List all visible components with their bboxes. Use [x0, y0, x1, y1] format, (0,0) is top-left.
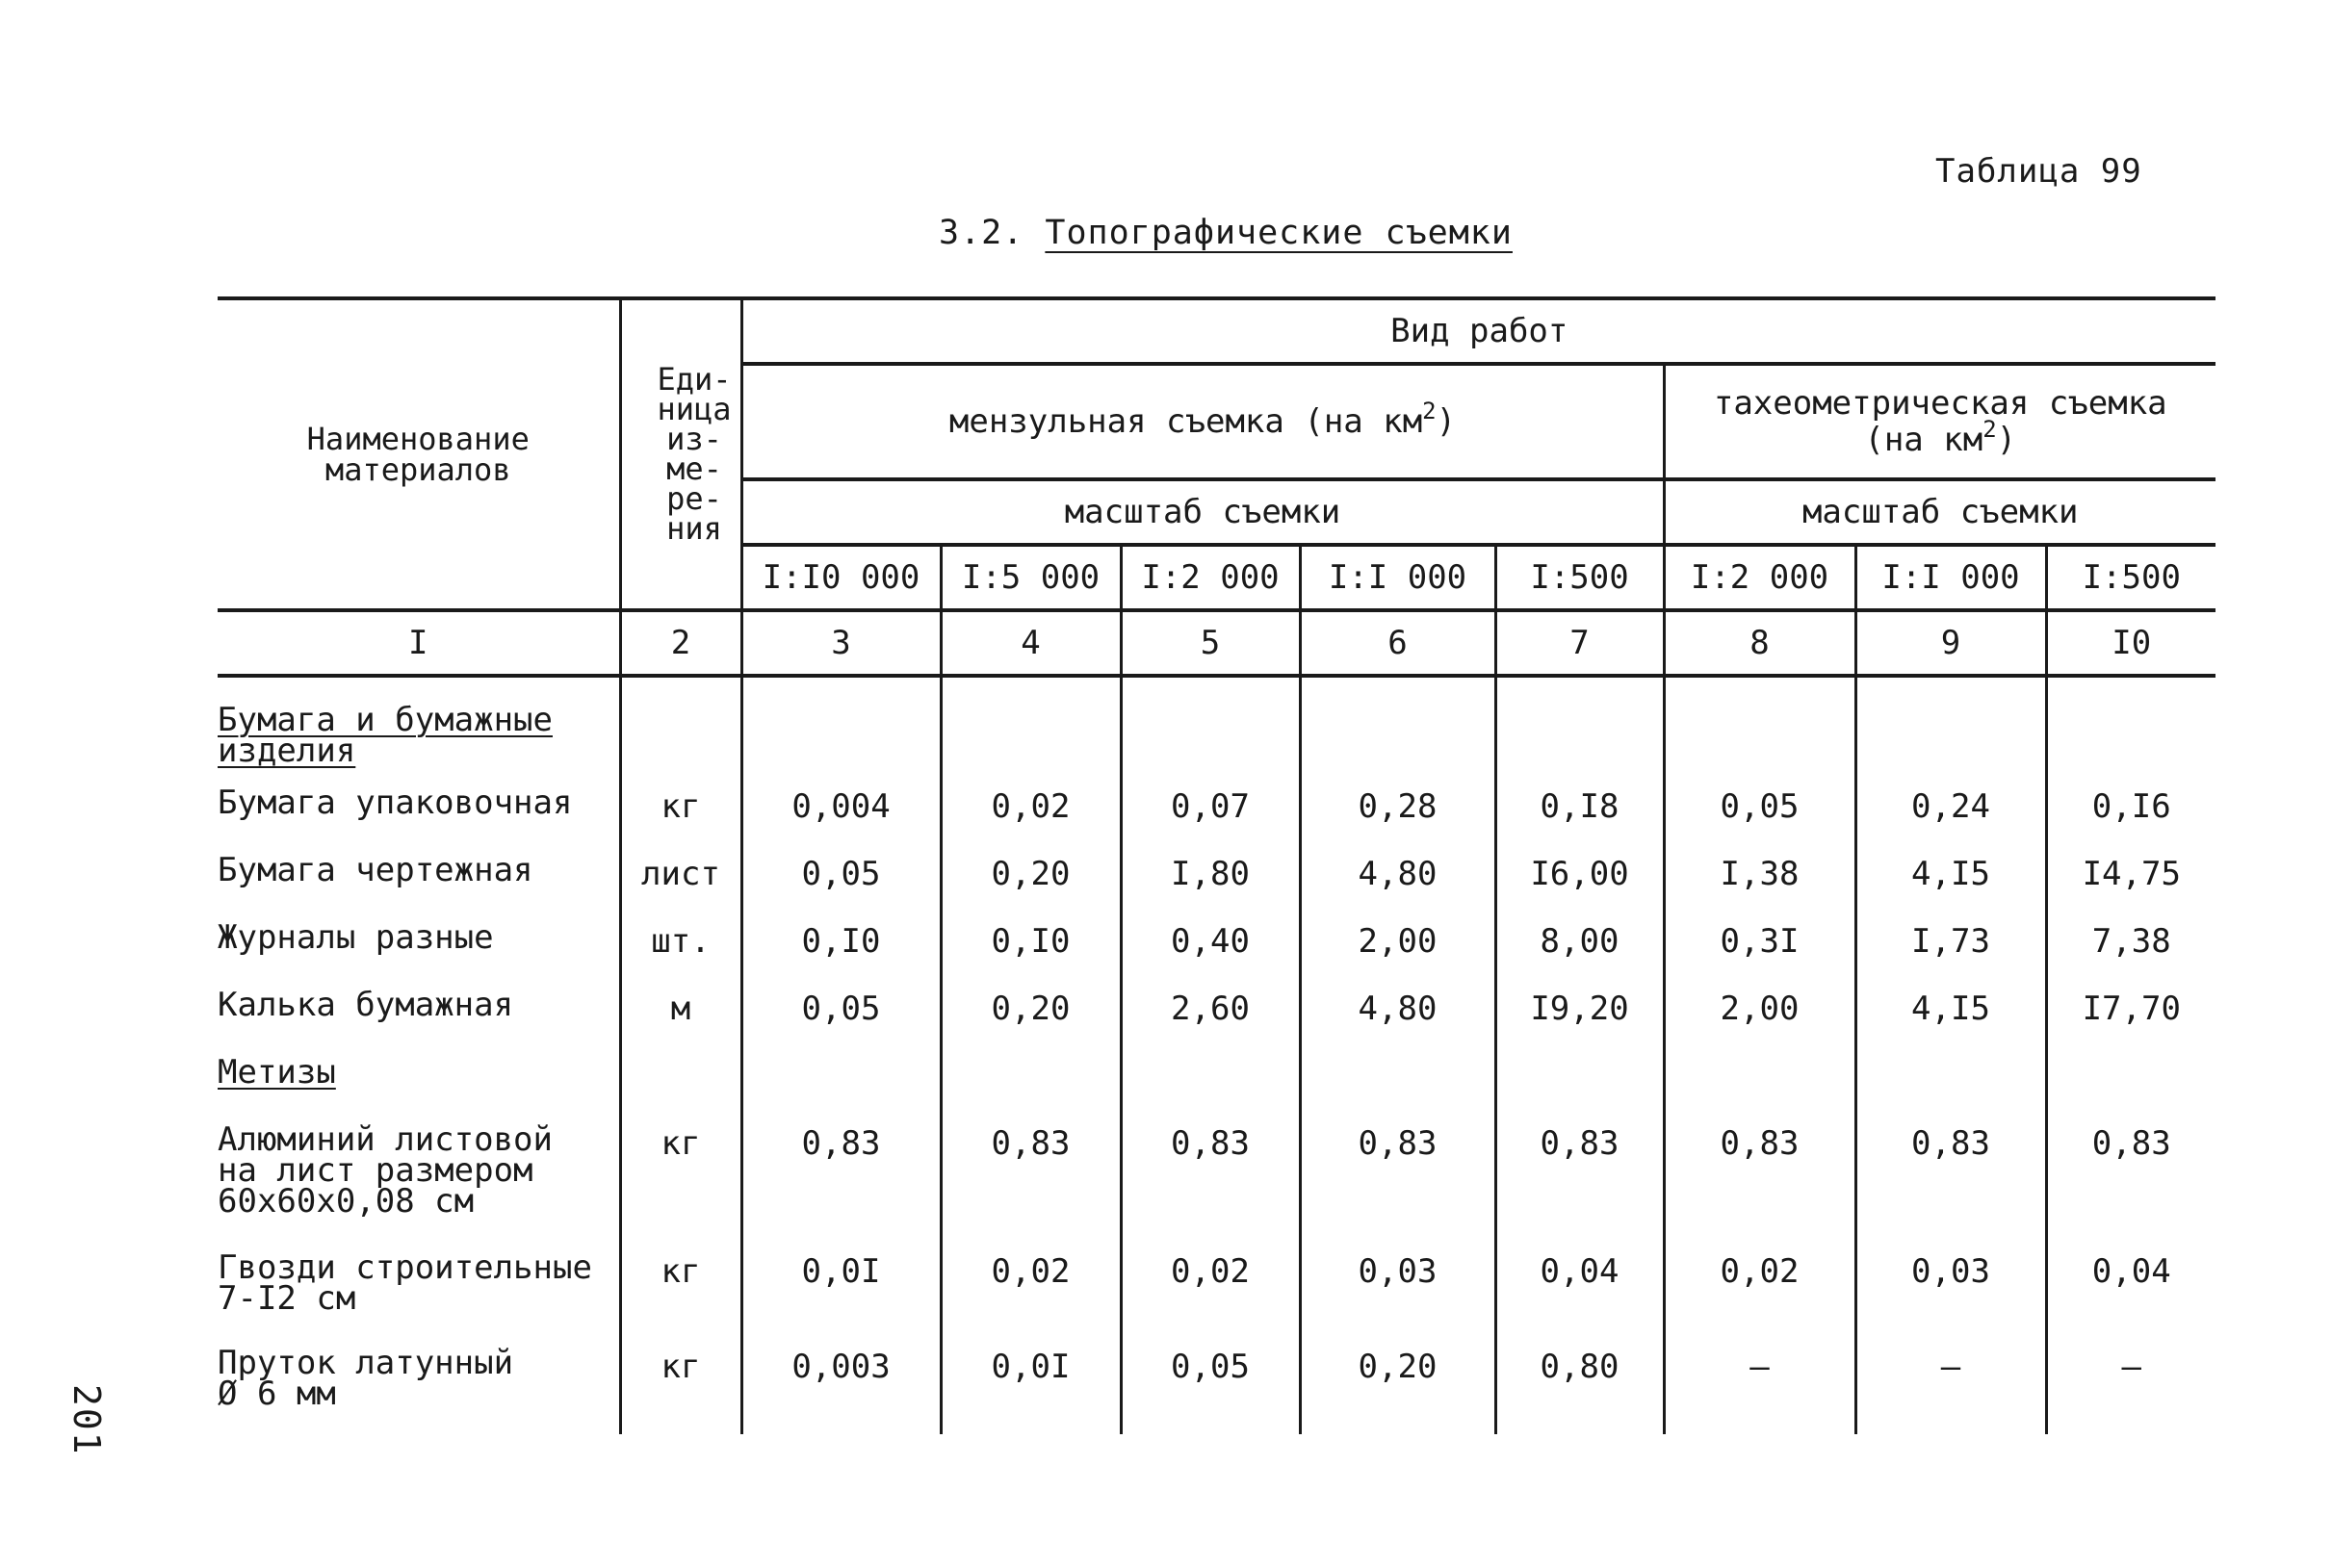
- value-cell: 0,83: [741, 1120, 941, 1252]
- header-scale-value: I:I 000: [1855, 545, 2046, 610]
- column-number: 4: [941, 610, 1121, 676]
- value-cell: 0,24: [1855, 784, 2046, 851]
- header-scale-value: I:2 000: [1664, 545, 1855, 610]
- value-cell: 0,28: [1300, 784, 1495, 851]
- value-cell: 0,02: [941, 784, 1121, 851]
- table-label: Таблица 99: [1935, 152, 2142, 191]
- header-scale-value: I:2 000: [1121, 545, 1300, 610]
- value-cell: 2,00: [1300, 918, 1495, 986]
- column-number: 7: [1495, 610, 1664, 676]
- value-cell: I4,75: [2082, 855, 2181, 893]
- column-number: I0: [2046, 610, 2215, 676]
- material-name: Пруток латунный Ø 6 мм: [218, 1348, 620, 1434]
- value-cell: 0,03: [1855, 1252, 2046, 1348]
- table-row: [218, 1252, 2215, 1348]
- table-row: [218, 1348, 2215, 1434]
- value-cell: 0,80: [1495, 1348, 1664, 1434]
- value-cell: 2,00: [1664, 986, 1855, 1053]
- header-scale-value: I:I0 000: [741, 545, 941, 610]
- value-cell: I,73: [1855, 918, 2046, 986]
- header-material-name: Наименование материалов: [218, 298, 620, 610]
- value-cell: 0,20: [941, 986, 1121, 1053]
- unit-cell: кг: [620, 1252, 741, 1348]
- column-number: 2: [620, 610, 741, 676]
- section-title: [939, 214, 1513, 252]
- header-tacheometric-line2: (на $км^2$): [1864, 416, 2017, 459]
- section-heading: Топографические съемки: [1045, 214, 1513, 252]
- table-row: [218, 851, 2215, 918]
- material-name: Калька бумажная: [218, 986, 620, 1053]
- header-tacheometric-line1: тахеометрическая съемка: [1713, 384, 2167, 423]
- value-cell: –: [2121, 1348, 2141, 1386]
- value-cell: 0,83: [1300, 1120, 1495, 1252]
- column-number: 9: [1855, 610, 2046, 676]
- value-cell: 0,05: [741, 986, 941, 1053]
- section-title: Метизы: [218, 1053, 620, 1120]
- value-cell: 0,3I: [1664, 918, 1855, 986]
- table-row: [218, 918, 2215, 986]
- header-tacheometric-survey: [1664, 364, 2215, 479]
- value-cell: 0,02: [1664, 1252, 1855, 1348]
- section-row: [218, 705, 2215, 784]
- header-scale-label: масштаб съемки: [1664, 479, 2215, 545]
- value-cell: –: [1664, 1348, 1855, 1434]
- section-row: [218, 1053, 2215, 1120]
- header-scale-label: масштаб съемки: [741, 479, 1664, 545]
- header-scale-value: I:I 000: [1300, 545, 1495, 610]
- header-scale-value: I:500: [2046, 545, 2215, 610]
- header-unit-line: ния: [666, 510, 722, 547]
- value-cell: 0,20: [941, 851, 1121, 918]
- section-number: 3.2.: [939, 214, 1024, 252]
- header-unit-line: из-: [666, 421, 722, 457]
- value-cell: 0,0I: [741, 1252, 941, 1348]
- header-plane-table-survey: мензульная съемка (на $км^2$): [741, 364, 1664, 479]
- value-cell: 7,38: [2091, 922, 2171, 961]
- value-cell: 0,I8: [1495, 784, 1664, 851]
- value-cell: 0,003: [741, 1348, 941, 1434]
- header-scale-value: I:5 000: [941, 545, 1121, 610]
- materials-table: [218, 296, 2215, 1434]
- unit-cell: кг: [620, 1120, 741, 1252]
- value-cell: 0,83: [2091, 1124, 2171, 1163]
- value-cell: 4,80: [1300, 851, 1495, 918]
- unit-cell: кг: [620, 784, 741, 851]
- value-cell: I6,00: [1495, 851, 1664, 918]
- material-name: Гвозди строительные 7-I2 см: [218, 1252, 620, 1348]
- material-name: Бумага чертежная: [218, 851, 620, 918]
- material-name: Журналы разные: [218, 918, 620, 986]
- value-cell: 0,004: [741, 784, 941, 851]
- value-cell: 0,I0: [741, 918, 941, 986]
- column-number: 3: [741, 610, 941, 676]
- header-unit-line: Еди-: [657, 361, 732, 398]
- value-cell: 0,02: [1121, 1252, 1300, 1348]
- value-cell: 2,60: [1121, 986, 1300, 1053]
- value-cell: 0,02: [941, 1252, 1121, 1348]
- value-cell: I,38: [1664, 851, 1855, 918]
- value-cell: 0,83: [1855, 1120, 2046, 1252]
- value-cell: 0,83: [1495, 1120, 1664, 1252]
- material-name: Бумага упаковочная: [218, 784, 620, 851]
- table-row: [218, 784, 2215, 851]
- unit-cell: шт.: [620, 918, 741, 986]
- section-title: Бумага и бумажные изделия: [218, 705, 620, 784]
- column-number: 8: [1664, 610, 1855, 676]
- value-cell: 0,83: [941, 1120, 1121, 1252]
- value-cell: I,80: [1121, 851, 1300, 918]
- header-unit-line: ница: [657, 391, 732, 427]
- column-number: 6: [1300, 610, 1495, 676]
- value-cell: I9,20: [1495, 986, 1664, 1053]
- page-number: 201: [65, 1384, 108, 1456]
- value-cell: 8,00: [1495, 918, 1664, 986]
- value-cell: –: [1855, 1348, 2046, 1434]
- material-name: Алюминий листовой на лист размером 60x60x0,08 см: [218, 1120, 620, 1252]
- value-cell: 4,I5: [1855, 851, 2046, 918]
- value-cell: 0,05: [741, 851, 941, 918]
- header-unit-line: ме-: [666, 450, 722, 487]
- column-number: 5: [1121, 610, 1300, 676]
- header-scale-value: I:500: [1495, 545, 1664, 610]
- table-row: [218, 986, 2215, 1053]
- header-unit: [620, 298, 741, 610]
- header-work-type: Вид работ: [741, 298, 2215, 364]
- unit-cell: лист: [620, 851, 741, 918]
- column-number: I: [218, 610, 620, 676]
- value-cell: 4,80: [1300, 986, 1495, 1053]
- value-cell: 0,83: [1664, 1120, 1855, 1252]
- value-cell: 0,I0: [941, 918, 1121, 986]
- value-cell: 0,04: [2091, 1252, 2171, 1291]
- value-cell: 0,20: [1300, 1348, 1495, 1434]
- table-row: [218, 1120, 2215, 1252]
- value-cell: 0,05: [1664, 784, 1855, 851]
- value-cell: 0,83: [1121, 1120, 1300, 1252]
- value-cell: 0,05: [1121, 1348, 1300, 1434]
- value-cell: 0,04: [1495, 1252, 1664, 1348]
- unit-cell: м: [620, 986, 741, 1053]
- unit-cell: кг: [620, 1348, 741, 1434]
- value-cell: 0,03: [1300, 1252, 1495, 1348]
- value-cell: 0,I6: [2091, 787, 2171, 826]
- value-cell: 4,I5: [1855, 986, 2046, 1053]
- header-unit-line: ре-: [666, 480, 722, 517]
- value-cell: I7,70: [2082, 990, 2181, 1028]
- value-cell: 0,40: [1121, 918, 1300, 986]
- value-cell: 0,0I: [941, 1348, 1121, 1434]
- value-cell: 0,07: [1121, 784, 1300, 851]
